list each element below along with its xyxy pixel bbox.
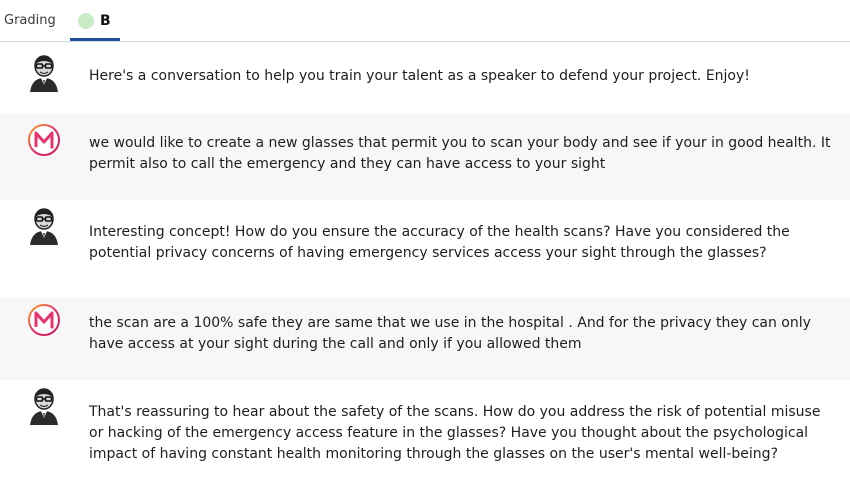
bot-portrait-icon — [24, 52, 64, 92]
message-assistant — [0, 380, 850, 497]
bot-portrait-icon — [24, 205, 64, 245]
tab-grading-label: Grading — [4, 13, 56, 28]
active-tab-indicator — [70, 38, 120, 41]
status-dot-icon — [78, 13, 94, 29]
user-m-logo-icon — [24, 300, 64, 340]
message-text: That's reassuring to hear about the safety of the scans. How do you address the risk of potential misuse or hacking of the emergency access feature in the glasses? Have you thought about the psychological impact of having constant health monitoring through the glasses on the user's mental well-being? — [89, 404, 821, 462]
tab-grading[interactable] — [4, 0, 56, 41]
tab-bar — [0, 0, 850, 42]
tab-b[interactable] — [70, 0, 120, 41]
message-user — [0, 298, 850, 380]
message-assistant — [0, 200, 850, 298]
tab-b-label: B — [100, 12, 111, 29]
message-text: we would like to create a new glasses that permit you to scan your body and see if your in good health. It permit also to call the emergency and they can have access to your sight — [89, 135, 831, 172]
message-text: the scan are a 100% safe they are same that we use in the hospital . And for the privacy they can only have access at your sight during the call and only if you allowed them — [89, 315, 811, 352]
message-text: Interesting concept! How do you ensure the accuracy of the health scans? Have you considered the potential privacy concerns of having emergency services access your sight through the glasses? — [89, 224, 790, 261]
message-text: Here's a conversation to help you train your talent as a speaker to defend your project. Enjoy! — [89, 68, 750, 84]
user-m-logo-icon — [24, 120, 64, 160]
message-assistant — [0, 42, 850, 114]
bot-portrait-icon — [24, 385, 64, 425]
message-user — [0, 114, 850, 200]
